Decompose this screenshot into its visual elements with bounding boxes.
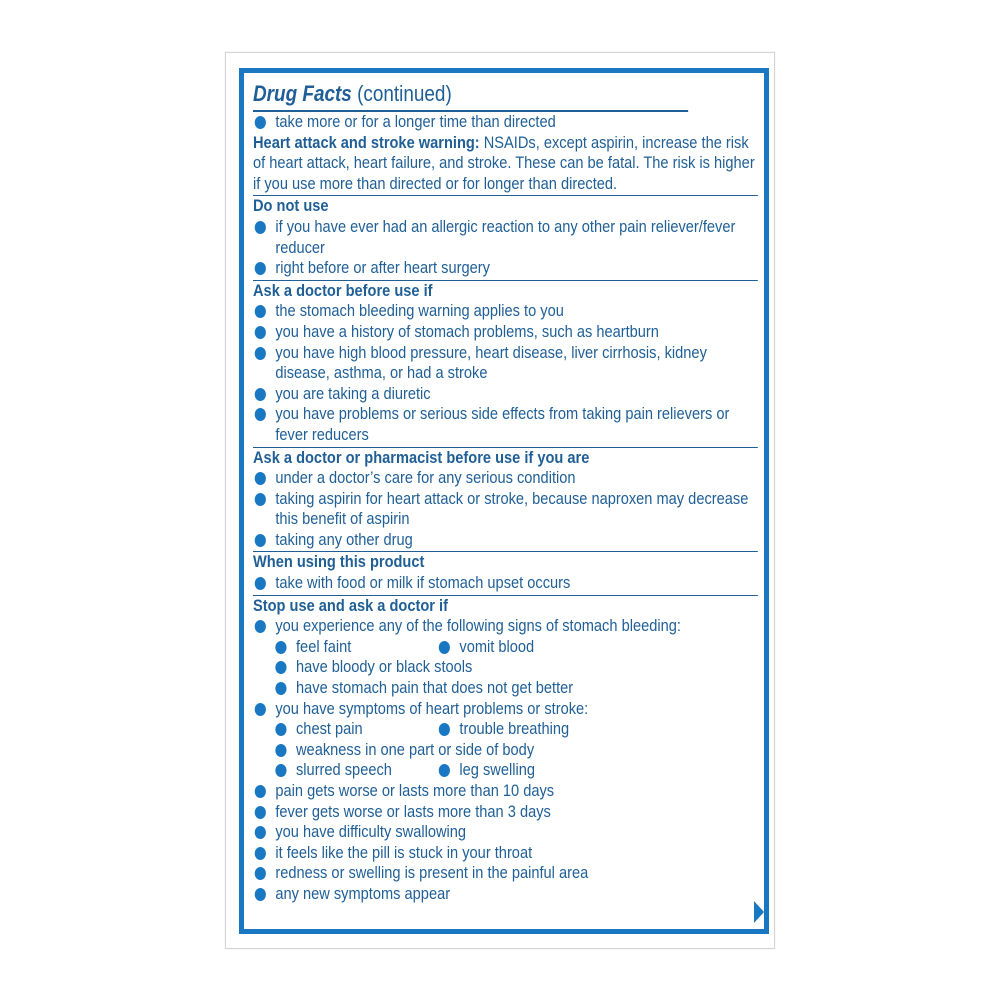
section-heading: Do not use — [253, 196, 329, 216]
list-item: fever gets worse or lasts more than 3 days — [253, 802, 758, 823]
list-item: taking aspirin for heart attack or stroke, because naproxen may decrease this benefit of aspirin — [253, 489, 758, 530]
sub-list-item: have bloody or black stools — [253, 657, 758, 678]
section-heading: Ask a doctor before use if — [253, 280, 433, 300]
list-item: if you have ever had an allergic reaction to any other pain reliever/fever reducer — [253, 217, 758, 258]
sub-list-item: have stomach pain that does not get better — [253, 678, 758, 699]
list-item: it feels like the pill is stuck in your throat — [253, 843, 758, 864]
warning-text: NSAIDs, except aspirin, increase the risk of heart attack, heart failure, and stroke. These can be fatal. The risk is higher if you use more than directed or for longer than directed. — [253, 132, 755, 193]
sub-list-item: feel faint — [253, 637, 437, 658]
intro-section — [253, 112, 758, 196]
list-item: taking any other drug — [253, 530, 758, 551]
list-item: pain gets worse or lasts more than 10 days — [253, 781, 758, 802]
list-item: right before or after heart surgery — [253, 258, 758, 279]
title-continued: (continued) — [351, 81, 452, 106]
heart-warning — [253, 133, 758, 195]
sub-list-item: slurred speech — [253, 760, 437, 781]
list-item: take more or for a longer time than directed — [253, 112, 758, 133]
section-heading: Ask a doctor or pharmacist before use if you are — [253, 447, 590, 467]
list-item: you have symptoms of heart problems or stroke: — [253, 699, 758, 720]
sub-list-item: trouble breathing — [437, 719, 569, 740]
list-item: you have problems or serious side effects from taking pain relievers or fever reducers — [253, 404, 758, 445]
stop-use-section — [253, 596, 758, 906]
list-item: you have high blood pressure, heart disease, liver cirrhosis, kidney disease, asthma, or had a stroke — [253, 343, 758, 384]
ask-doctor-section — [253, 281, 758, 448]
sub-list-item: leg swelling — [437, 760, 535, 781]
section-heading: Stop use and ask a doctor if — [253, 595, 448, 615]
list-item: the stomach bleeding warning applies to you — [253, 301, 758, 322]
section-heading: When using this product — [253, 552, 425, 572]
sub-list-item: vomit blood — [437, 637, 534, 658]
ask-pharmacist-section — [253, 448, 758, 553]
sub-list-row — [253, 719, 758, 740]
list-item: under a doctor’s care for any serious condition — [253, 468, 758, 489]
list-item: take with food or milk if stomach upset occurs — [253, 573, 758, 594]
list-item: you have difficulty swallowing — [253, 822, 758, 843]
sub-list-row — [253, 760, 758, 781]
list-item: you experience any of the following signs of stomach bleeding: — [253, 616, 758, 637]
title-bold: Drug Facts — [253, 81, 352, 106]
sub-list-item: chest pain — [253, 719, 437, 740]
do-not-use-section — [253, 196, 758, 280]
list-item: you are taking a diuretic — [253, 384, 758, 405]
sub-list-row — [253, 637, 758, 658]
drug-facts-title — [253, 78, 688, 112]
continue-arrow-icon — [754, 901, 764, 923]
list-item: you have a history of stomach problems, such as heartburn — [253, 322, 758, 343]
list-item: any new symptoms appear — [253, 884, 758, 905]
warning-heading: Heart attack and stroke warning: — [253, 132, 480, 152]
list-item: redness or swelling is present in the painful area — [253, 863, 758, 884]
drug-facts-panel — [239, 68, 769, 934]
when-using-section — [253, 552, 758, 595]
sub-list-item: weakness in one part or side of body — [253, 740, 758, 761]
